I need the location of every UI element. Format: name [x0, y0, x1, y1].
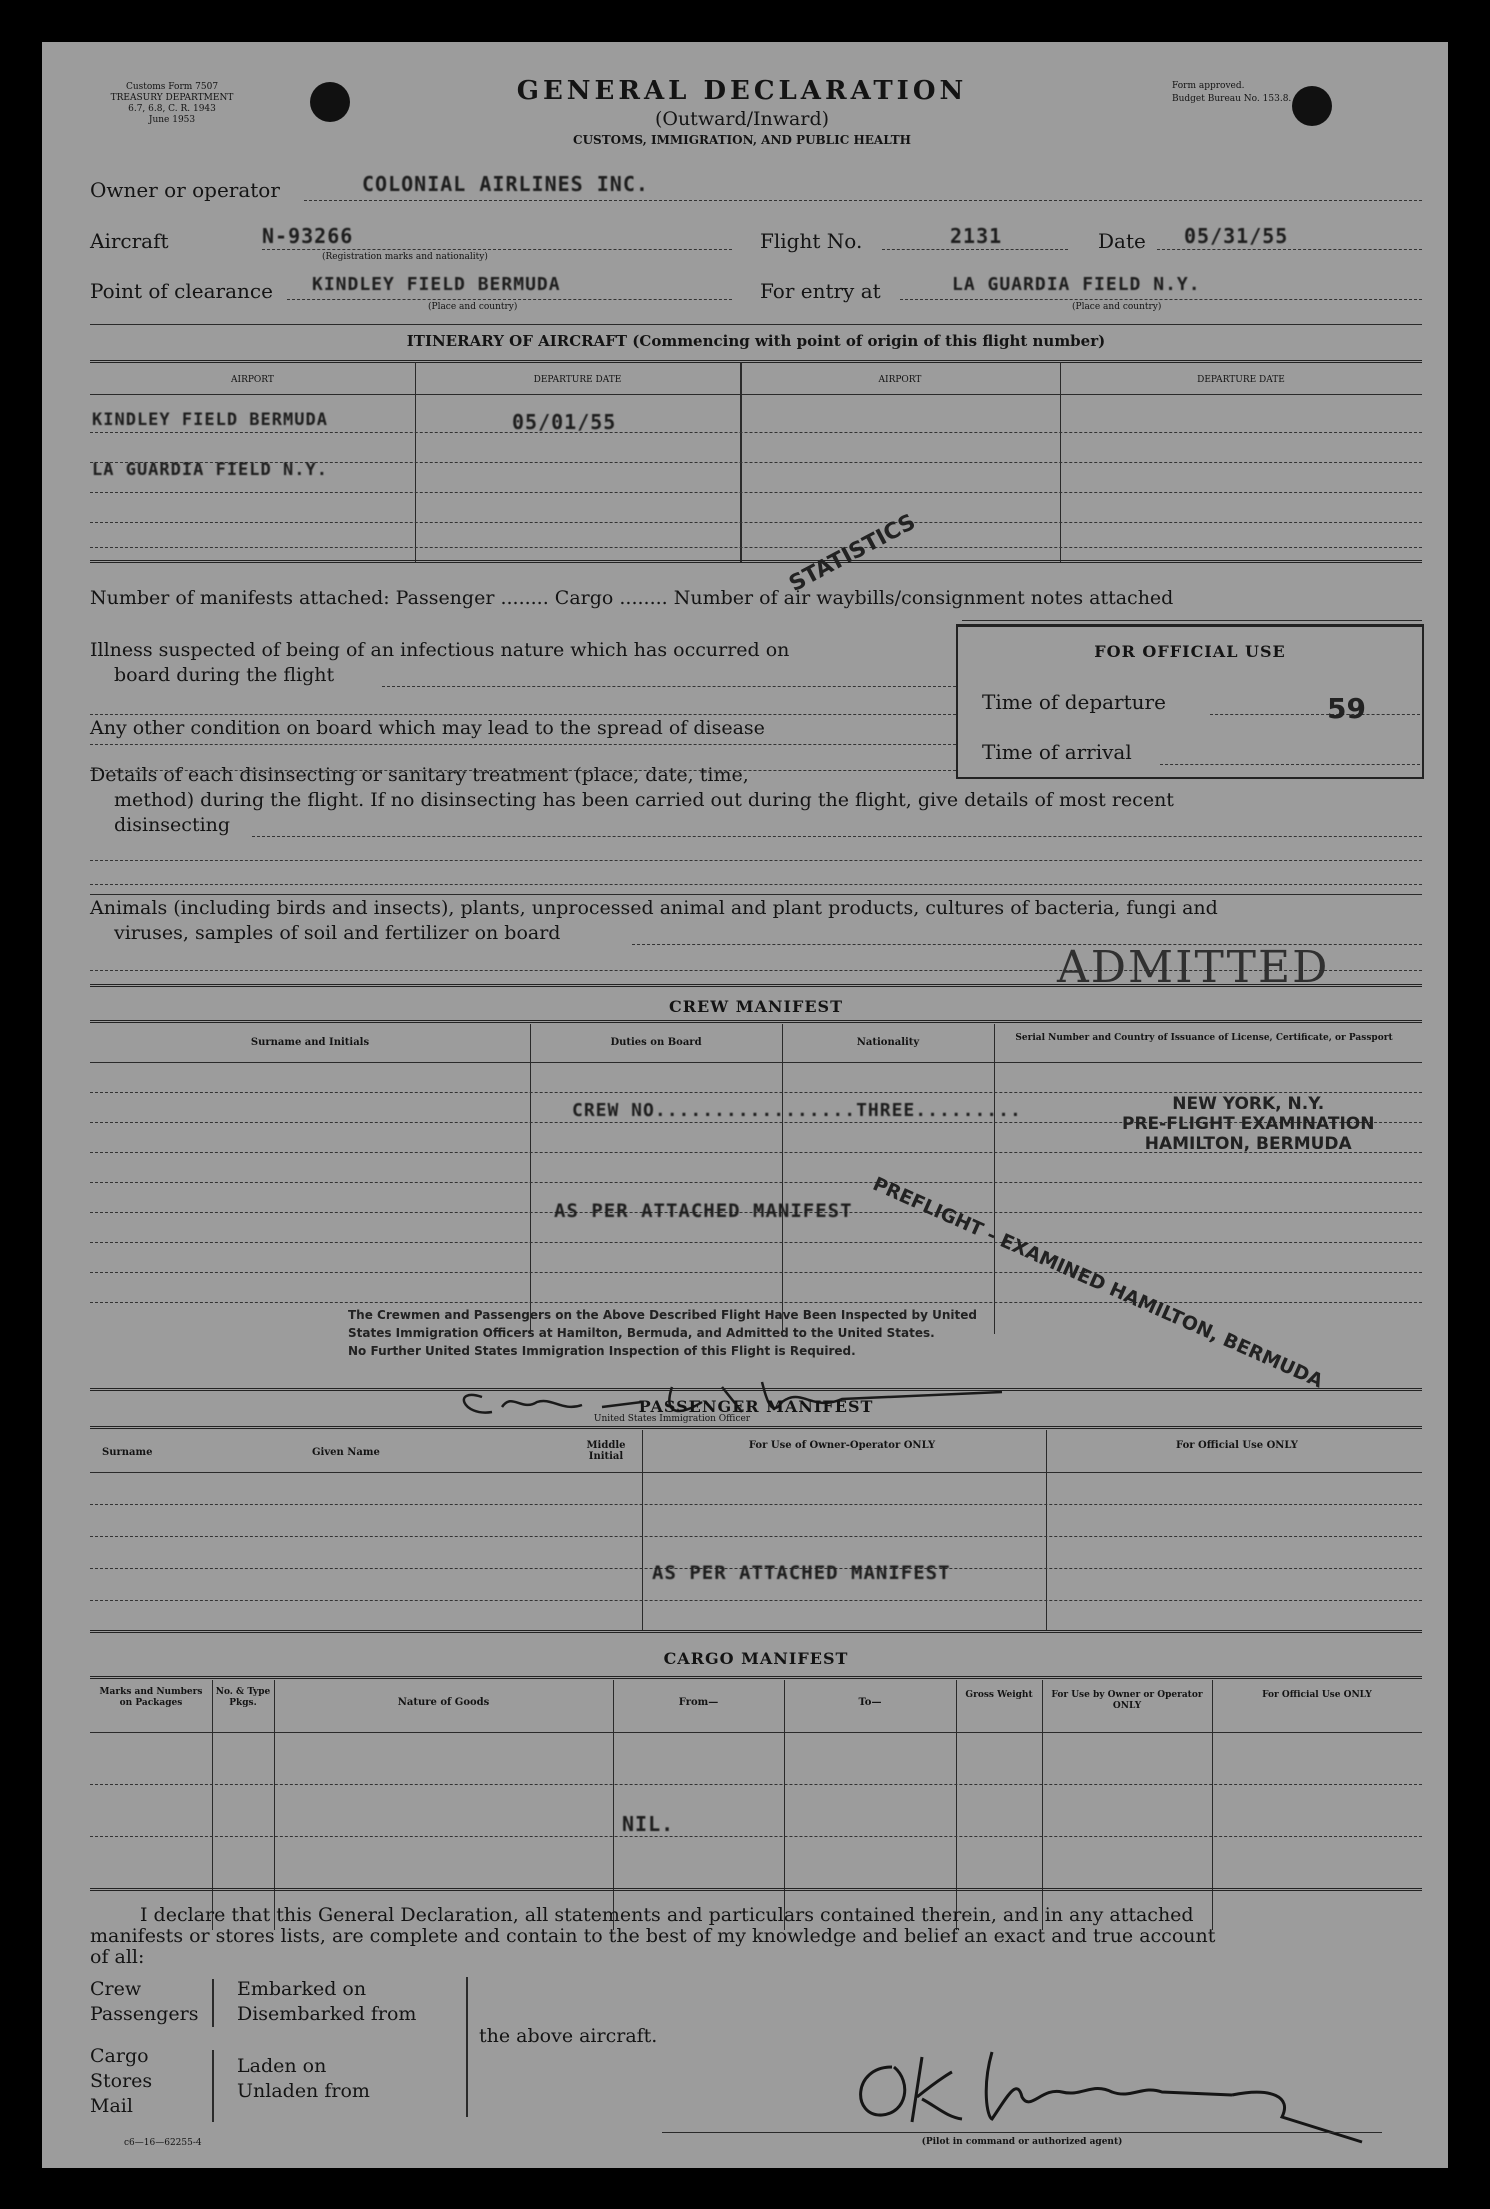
declaration-form — [42, 42, 1448, 2168]
cargo-stores-mail-group: Cargo Stores Mail — [90, 2045, 153, 2117]
date-value: 05/31/55 — [1184, 224, 1289, 248]
flight-label: Flight No. — [760, 229, 863, 253]
passenger-title: PASSENGER MANIFEST — [638, 1397, 874, 1416]
form-title: GENERAL DECLARATION — [516, 76, 968, 106]
official-use-title: FOR OFFICIAL USE — [1094, 642, 1286, 661]
departure-value: 59 — [1327, 692, 1366, 725]
disinsect-text-2: method) during the flight. If no disinsecting has been carried out during the flight, give details of most recent — [114, 789, 1174, 811]
entry-hint: (Place and country) — [1072, 302, 1162, 312]
above-aircraft: the above aircraft. — [479, 2025, 658, 2047]
itinerary-row-1-airport: KINDLEY FIELD BERMUDA — [92, 410, 328, 430]
cargo-header-weight: Gross Weight — [965, 1690, 1033, 1700]
aircraft-hint: (Registration marks and nationality) — [322, 252, 488, 262]
signature-stroke — [861, 2052, 1362, 2142]
crew-typed-manifest: AS PER ATTACHED MANIFEST — [554, 1200, 853, 1222]
cargo-header-to: To— — [858, 1697, 882, 1708]
footer-code: c6—16—62255-4 — [124, 2138, 202, 2148]
passenger-header-surname: Surname — [102, 1447, 153, 1458]
form-agencies: CUSTOMS, IMMIGRATION, AND PUBLIC HEALTH — [573, 133, 911, 147]
date-label: Date — [1098, 229, 1146, 253]
aircraft-label: Aircraft — [90, 229, 169, 253]
clearance-label: Point of clearance — [90, 279, 273, 303]
cargo-header-pkgs: No. & Type Pkgs. — [215, 1687, 271, 1708]
pilot-signature — [832, 2037, 1372, 2147]
passenger-header-owner: For Use of Owner-Operator ONLY — [748, 1440, 936, 1451]
approval: Form approved. Budget Bureau No. 153.8. — [1172, 81, 1292, 104]
cargo-header-from: From— — [678, 1697, 719, 1708]
form-id: Customs Form 7507 TREASURY DEPARTMENT 6.7, 6.8, C. R. 1943 June 1953 — [110, 82, 234, 125]
officer-caption: United States Immigration Officer — [593, 1414, 751, 1424]
clearance-hint: (Place and country) — [428, 302, 518, 312]
inspection-stamp: The Crewmen and Passengers on the Above Described Flight Have Been Inspected by United States Immigration Officers at Hamilton, Bermuda, and Admitted to the United States. No Further United States Immigration Inspection of this Flight is Required. — [348, 1308, 977, 1358]
declaration-text-2: manifests or stores lists, are complete and contain to the best of my knowledge and belief an exact and true account — [90, 1925, 1216, 1947]
embark-group: Embarked on Disembarked from — [237, 1978, 417, 2025]
crew-header-nationality: Nationality — [856, 1037, 920, 1048]
condition-text: Any other condition on board which may lead to the spread of disease — [90, 717, 765, 739]
passenger-header-middle: Middle Initial — [586, 1440, 626, 1462]
cargo-header-owner: For Use by Owner or Operator ONLY — [1051, 1690, 1203, 1711]
itinerary-row-1-date: 05/01/55 — [512, 410, 617, 434]
pilot-caption: (Pilot in command or authorized agent) — [921, 2137, 1123, 2147]
itinerary-header-date-2: DEPARTURE DATE — [1197, 375, 1285, 385]
punch-hole — [1292, 86, 1332, 126]
crew-title: CREW MANIFEST — [668, 997, 843, 1016]
crew-passengers-group: Crew Passengers — [90, 1978, 199, 2025]
itinerary-header-airport: AIRPORT — [231, 375, 274, 385]
cargo-header-official: For Official Use ONLY — [1262, 1690, 1372, 1700]
cargo-header-marks: Marks and Numbers on Packages — [99, 1687, 203, 1708]
form-subtitle: (Outward/Inward) — [654, 108, 830, 130]
aircraft-value: N-93266 — [262, 224, 354, 248]
preflight-stamp: NEW YORK, N.Y. PRE-FLIGHT EXAMINATION HAMILTON, BERMUDA — [1122, 1094, 1375, 1154]
manifests-text: Number of manifests attached: Passenger ........ Cargo ........ Number of air waybills/consignment notes attached — [90, 587, 1174, 609]
declaration-text-1: I declare that this General Declaration, all statements and particulars contained therein, and in any attached — [140, 1904, 1194, 1926]
clearance-value: KINDLEY FIELD BERMUDA — [312, 274, 561, 295]
crew-header-duties: Duties on Board — [610, 1037, 702, 1048]
animals-text-1: Animals (including birds and insects), plants, unprocessed animal and plant products, cultures of bacteria, fungi and — [90, 897, 1218, 919]
itinerary-header-airport-2: AIRPORT — [878, 375, 922, 385]
laden-group: Laden on Unladen from — [237, 2055, 370, 2102]
cargo-title: CARGO MANIFEST — [663, 1649, 849, 1668]
passenger-header-given: Given Name — [312, 1447, 380, 1458]
punch-hole — [310, 82, 350, 122]
crew-typed-count: CREW NO.................THREE......... — [572, 1100, 1022, 1121]
departure-label: Time of departure — [982, 690, 1166, 714]
disinsect-text-3: disinsecting — [114, 814, 231, 836]
owner-value: COLONIAL AIRLINES INC. — [362, 172, 649, 196]
statistics-stamp: STATISTICS — [785, 509, 920, 597]
illness-text-2: board during the flight — [114, 664, 335, 686]
animals-text-2: viruses, samples of soil and fertilizer on board — [114, 922, 561, 944]
itinerary-header-date: DEPARTURE DATE — [533, 375, 622, 385]
entry-value: LA GUARDIA FIELD N.Y. — [952, 274, 1201, 295]
preflight-diagonal-stamp: PREFLIGHT - EXAMINED HAMILTON, BERMUDA — [869, 1172, 1327, 1393]
cargo-header-nature: Nature of Goods — [397, 1697, 490, 1708]
passenger-typed-manifest: AS PER ATTACHED MANIFEST — [652, 1562, 951, 1584]
admitted-stamp: ADMITTED — [1057, 942, 1330, 993]
arrival-label: Time of arrival — [982, 740, 1132, 764]
itinerary-title: ITINERARY OF AIRCRAFT (Commencing with point of origin of this flight number) — [406, 332, 1106, 350]
cargo-typed-nil: NIL. — [622, 1812, 675, 1836]
entry-label: For entry at — [760, 279, 881, 303]
crew-header-serial: Serial Number and Country of Issuance of License, Certificate, or Passport — [1015, 1033, 1393, 1043]
passenger-header-official: For Official Use ONLY — [1176, 1440, 1298, 1451]
flight-value: 2131 — [950, 224, 1003, 248]
disinsect-text-1: Details of each disinsecting or sanitary treatment (place, date, time, — [90, 764, 749, 786]
itinerary-row-2-airport: LA GUARDIA FIELD N.Y. — [92, 460, 328, 480]
crew-header-surname: Surname and Initials — [250, 1037, 370, 1048]
owner-label: Owner or operator — [90, 178, 280, 202]
illness-text: Illness suspected of being of an infectious nature which has occurred on — [90, 639, 790, 661]
declaration-text-3: of all: — [90, 1946, 145, 1968]
